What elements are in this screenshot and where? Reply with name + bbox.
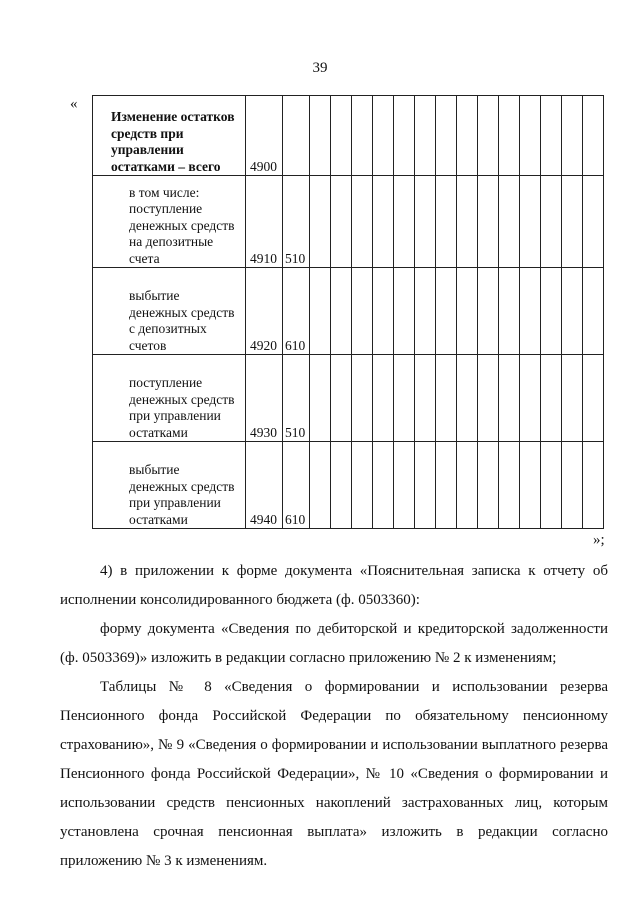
- empty-cell: [415, 442, 436, 529]
- empty-cell: [331, 268, 352, 355]
- empty-cell: [310, 176, 331, 268]
- empty-cell: [478, 268, 499, 355]
- empty-cell: [520, 355, 541, 442]
- paragraph-tables-8-10: Таблицы № 8 «Сведения о формировании и использовании резерва Пенсионного фонда Российской Федерации по обязательному пенсионному страхованию», № 9 «Сведения о формировании и использовании выплатного резерва Пенсионного фонда Российской Федерации», № 10 «Сведения о формировании и использовании средств пенсионных накоплений застрахованных лиц, которым установлена срочная пенсионная выплата» изложить в редакции согласно приложению № 3 к изменениям.: [60, 679, 608, 869]
- empty-cell: [373, 355, 394, 442]
- empty-cell: [310, 96, 331, 176]
- row-label: Изменение остатков средств при управлении остатками – всего: [93, 96, 246, 176]
- row-code: 4900: [246, 96, 283, 176]
- row-code: 4940: [246, 442, 283, 529]
- empty-cell: [394, 355, 415, 442]
- row-label: выбытие денежных средств с депозитных счетов: [93, 268, 246, 355]
- empty-cell: [394, 96, 415, 176]
- empty-cell: [520, 268, 541, 355]
- table-row: [93, 176, 604, 268]
- empty-cell: [373, 96, 394, 176]
- body-text: [60, 557, 608, 876]
- row-label: в том числе: поступление денежных средств на депозитные счета: [93, 176, 246, 268]
- empty-cell: [499, 96, 520, 176]
- empty-cell: [352, 442, 373, 529]
- table-row: [93, 442, 604, 529]
- row-label: выбытие денежных средств при управлении остатками: [93, 442, 246, 529]
- empty-cell: [352, 96, 373, 176]
- empty-cell: [415, 268, 436, 355]
- opening-quote: «: [70, 96, 78, 112]
- empty-cell: [436, 176, 457, 268]
- empty-cell: [457, 176, 478, 268]
- empty-cell: [352, 268, 373, 355]
- empty-cell: [310, 268, 331, 355]
- empty-cell: [583, 96, 604, 176]
- page-number: 39: [312, 60, 328, 76]
- empty-cell: [415, 176, 436, 268]
- empty-cell: [583, 176, 604, 268]
- row-label: поступление денежных средств при управлении остатками: [93, 355, 246, 442]
- row-code: 4910: [246, 176, 283, 268]
- empty-cell: [457, 355, 478, 442]
- empty-cell: [415, 355, 436, 442]
- empty-cell: [478, 355, 499, 442]
- empty-cell: [436, 96, 457, 176]
- empty-cell: [562, 442, 583, 529]
- empty-cell: [415, 96, 436, 176]
- empty-cell: [583, 268, 604, 355]
- empty-cell: [352, 176, 373, 268]
- table-row: [93, 96, 604, 176]
- empty-cell: [394, 442, 415, 529]
- empty-cell: [457, 96, 478, 176]
- empty-cell: [583, 442, 604, 529]
- empty-cell: [310, 442, 331, 529]
- empty-cell: [583, 355, 604, 442]
- empty-cell: [331, 176, 352, 268]
- row-kosgu: 510: [283, 355, 310, 442]
- closing-quote: »;: [593, 532, 605, 548]
- empty-cell: [520, 442, 541, 529]
- empty-cell: [520, 96, 541, 176]
- cash-balance-table: [92, 95, 604, 529]
- empty-cell: [457, 442, 478, 529]
- row-kosgu: 610: [283, 268, 310, 355]
- empty-cell: [478, 96, 499, 176]
- empty-cell: [331, 442, 352, 529]
- row-kosgu: [283, 96, 310, 176]
- row-code: 4920: [246, 268, 283, 355]
- empty-cell: [499, 268, 520, 355]
- empty-cell: [541, 268, 562, 355]
- empty-cell: [436, 442, 457, 529]
- paragraph-form-0503369: форму документа «Сведения по дебиторской и кредиторской задолженности (ф. 0503369)» изложить в редакции согласно приложению № 2 к изменениям;: [60, 621, 608, 666]
- empty-cell: [352, 355, 373, 442]
- empty-cell: [541, 176, 562, 268]
- empty-cell: [373, 442, 394, 529]
- empty-cell: [499, 442, 520, 529]
- empty-cell: [478, 176, 499, 268]
- empty-cell: [499, 355, 520, 442]
- empty-cell: [499, 176, 520, 268]
- empty-cell: [436, 268, 457, 355]
- empty-cell: [520, 176, 541, 268]
- empty-cell: [541, 355, 562, 442]
- row-kosgu: 610: [283, 442, 310, 529]
- empty-cell: [457, 268, 478, 355]
- empty-cell: [562, 176, 583, 268]
- empty-cell: [562, 268, 583, 355]
- row-kosgu: 510: [283, 176, 310, 268]
- empty-cell: [310, 355, 331, 442]
- table-row: [93, 355, 604, 442]
- empty-cell: [394, 268, 415, 355]
- empty-cell: [331, 96, 352, 176]
- empty-cell: [478, 442, 499, 529]
- paragraph-appendix-note: 4) в приложении к форме документа «Пояснительная записка к отчету об исполнении консолидированного бюджета (ф. 0503360):: [60, 563, 608, 608]
- empty-cell: [373, 176, 394, 268]
- empty-cell: [562, 96, 583, 176]
- empty-cell: [331, 355, 352, 442]
- table-row: [93, 268, 604, 355]
- empty-cell: [436, 355, 457, 442]
- empty-cell: [541, 96, 562, 176]
- empty-cell: [373, 268, 394, 355]
- empty-cell: [394, 176, 415, 268]
- row-code: 4930: [246, 355, 283, 442]
- empty-cell: [541, 442, 562, 529]
- empty-cell: [562, 355, 583, 442]
